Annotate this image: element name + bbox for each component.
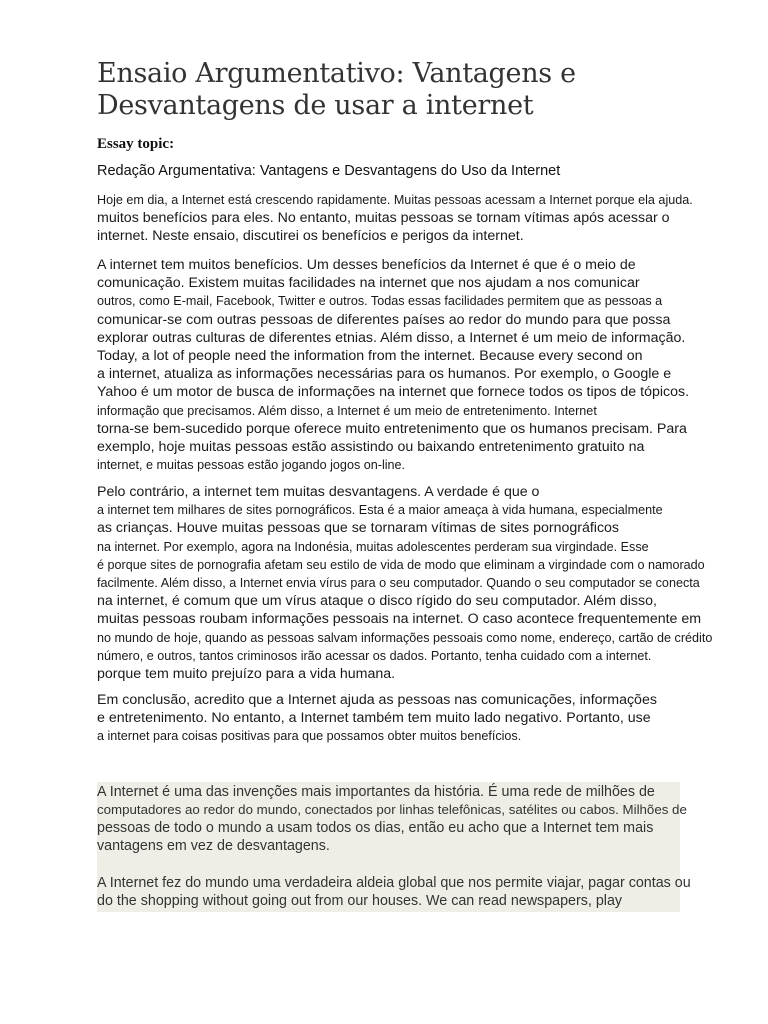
paragraph-intro [97,191,767,246]
text-line: explorar outras culturas de diferentes etnias. Além disso, a Internet é um meio de informação. [97,329,686,346]
text-line: no mundo de hoje, quando as pessoas salvam informações pessoais como nome, endereço, cartão de crédito [97,630,713,645]
text-line: muitas pessoas roubam informações pessoais na internet. O caso acontece frequentemente em [97,611,702,628]
text-line: Today, a lot of people need the information from the internet. Because every second on [97,347,643,364]
text-line: na internet. Por exemplo, agora na Indonésia, muitas adolescentes perderam sua virgindade. Esse [97,539,649,554]
text-line: computadores ao redor do mundo, conectados por linhas telefônicas, satélites ou cabos. Milhões de [97,802,687,817]
text-line: outros, como E-mail, Facebook, Twitter e outros. Todas essas facilidades permitem que as pessoas a [97,294,663,309]
text-line: Hoje em dia, a Internet está crescendo rapidamente. Muitas pessoas acessam a Internet porque ela ajuda. [97,193,693,207]
text-line: exemplo, hoje muitas pessoas estão assistindo ou baixando entretenimento gratuito na [97,438,645,455]
text-line: A Internet é uma das invenções mais importantes da história. É uma rede de milhões de [97,784,655,800]
text-line: porque tem muito prejuízo para a vida humana. [97,665,396,682]
paragraph-benefits [97,256,767,474]
text-line: comunicação. Existem muitas facilidades na internet que nos ajudam a nos comunicar [97,275,640,292]
text-line: facilmente. Além disso, a Internet envia vírus para o seu computador. Quando o seu computador se conecta [97,575,700,590]
text-line: Em conclusão, acredito que a Internet ajuda as pessoas nas comunicações, informações [97,692,657,708]
text-line: internet, e muitas pessoas estão jogando jogos on-line. [97,458,406,473]
text-line: a internet para coisas positivas para que possamos obter muitos benefícios. [97,729,522,744]
text-line: informação que precisamos. Além disso, a Internet é um meio de entretenimento. Internet [97,403,597,418]
text-line: A Internet fez do mundo uma verdadeira aldeia global que nos permite viajar, pagar contas ou [97,875,691,891]
text-line: é porque sites de pornografia afetam seu estilo de vida de modo que eliminam a virgindade com o namorado [97,557,705,572]
text-line: a internet, atualiza as informações necessárias para os humanos. Por exemplo, o Google e [97,366,672,383]
essay-subtitle: Redação Argumentativa: Vantagens e Desvantagens do Uso da Internet [97,163,561,179]
text-line: vantagens em vez de desvantagens. [97,838,330,854]
text-line: comunicar-se com outras pessoas de diferentes países ao redor do mundo para que possa [97,311,671,328]
text-line: a internet tem milhares de sites pornográficos. Esta é a maior ameaça à vida humana, especialmente [97,503,663,518]
text-line: do the shopping without going out from our houses. We can read newspapers, play [97,893,623,909]
highlighted-paragraph [97,874,768,910]
text-line: internet. Neste ensaio, discutirei os benefícios e perigos da internet. [97,228,524,245]
text-line: Yahoo é um motor de busca de informações na internet que fornece todos os tipos de tópicos. [97,384,690,401]
text-line: número, e outros, tantos criminosos irão acessar os dados. Portanto, tenha cuidado com a internet. [97,648,652,663]
paragraph-disadvantages [97,483,767,683]
text-line: e entretenimento. No entanto, a Internet também tem muito lado negativo. Portanto, use [97,710,651,727]
highlighted-paragraph [97,783,768,855]
text-line: pessoas de todo o mundo a usam todos os dias, então eu acho que a Internet tem mais [97,820,654,836]
essay-topic-label: Essay topic: [97,136,175,152]
text-line: as crianças. Houve muitas pessoas que se tornaram vítimas de sites pornográficos [97,520,620,537]
page-title: Ensaio Argumentativo: Vantagens e Desvantagens de usar a internet [97,58,576,121]
text-line: muitos benefícios para eles. No entanto, muitas pessoas se tornam vítimas após acessar o [97,210,670,227]
text-line: Pelo contrário, a internet tem muitas desvantagens. A verdade é que o [97,484,540,500]
text-line: na internet, é comum que um vírus ataque o disco rígido do seu computador. Além disso, [97,593,657,610]
paragraph-conclusion [97,691,767,746]
text-line: torna-se bem-sucedido porque oferece muito entretenimento que os humanos precisam. Para [97,420,687,437]
text-line: A internet tem muitos benefícios. Um desses benefícios da Internet é que é o meio de [97,257,636,273]
